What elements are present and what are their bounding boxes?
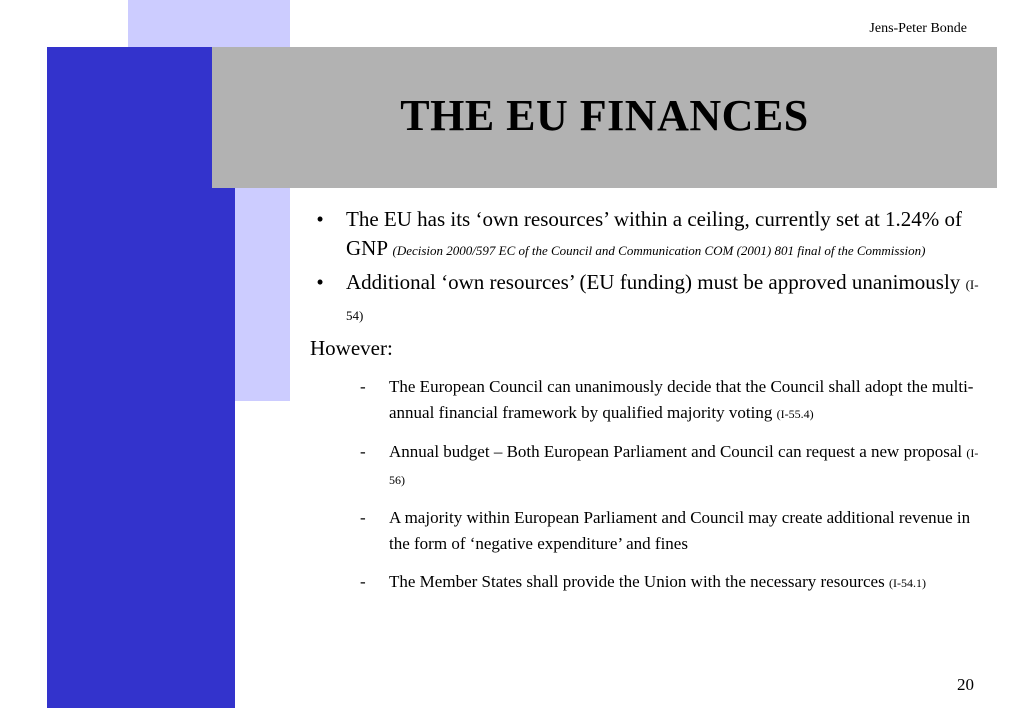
however-heading: However: — [310, 336, 393, 360]
sub-item — [310, 569, 979, 596]
sub-item-marker: - — [360, 508, 366, 527]
author-name: Jens-Peter Bonde — [869, 21, 967, 36]
sub-item-text: The European Council can unanimously decide that the Council shall adopt the multi-annual financial framework by qualified majority voting — [389, 377, 974, 422]
bullet-item — [310, 268, 980, 330]
bullet-text: The EU has its ‘own resources’ within a ceiling, currently set at 1.24% of GNP — [346, 207, 963, 260]
sub-item-text: The Member States shall provide the Union with the necessary resources — [389, 572, 885, 591]
sub-item-ref: (I-55.4) — [776, 407, 814, 421]
sub-item-marker: - — [360, 377, 366, 396]
bullet-item — [310, 205, 980, 263]
sub-item-text: Annual budget – Both European Parliament and Council can request a new proposal — [389, 442, 963, 461]
slide-content — [310, 205, 980, 596]
bullet-text: Additional ‘own resources’ (EU funding) must be approved unanimously — [346, 270, 961, 294]
sub-item-marker: - — [360, 572, 366, 591]
sub-item — [310, 374, 979, 427]
bullet-citation: (I-54) — [346, 277, 979, 323]
bullet-marker: • — [316, 207, 324, 231]
slide-title: THE EU FINANCES — [400, 91, 809, 140]
title-bar — [212, 47, 997, 188]
sub-item-marker: - — [360, 442, 366, 461]
bullet-citation: (Decision 2000/597 EC of the Council and Communication COM (2001) 801 final of the Commission) — [392, 243, 926, 258]
bullet-marker: • — [316, 270, 324, 294]
sub-item — [310, 439, 979, 493]
sub-item-ref: (I-56) — [389, 446, 979, 487]
sub-item-text: A majority within European Parliament and Council may create additional revenue in the form of ‘negative expenditure’ and fines — [389, 508, 971, 553]
page-number: 20 — [957, 675, 974, 694]
sub-item-ref: (I-54.1) — [888, 576, 926, 590]
decorative-dark-blue-block — [47, 47, 235, 708]
sub-item — [310, 505, 979, 557]
